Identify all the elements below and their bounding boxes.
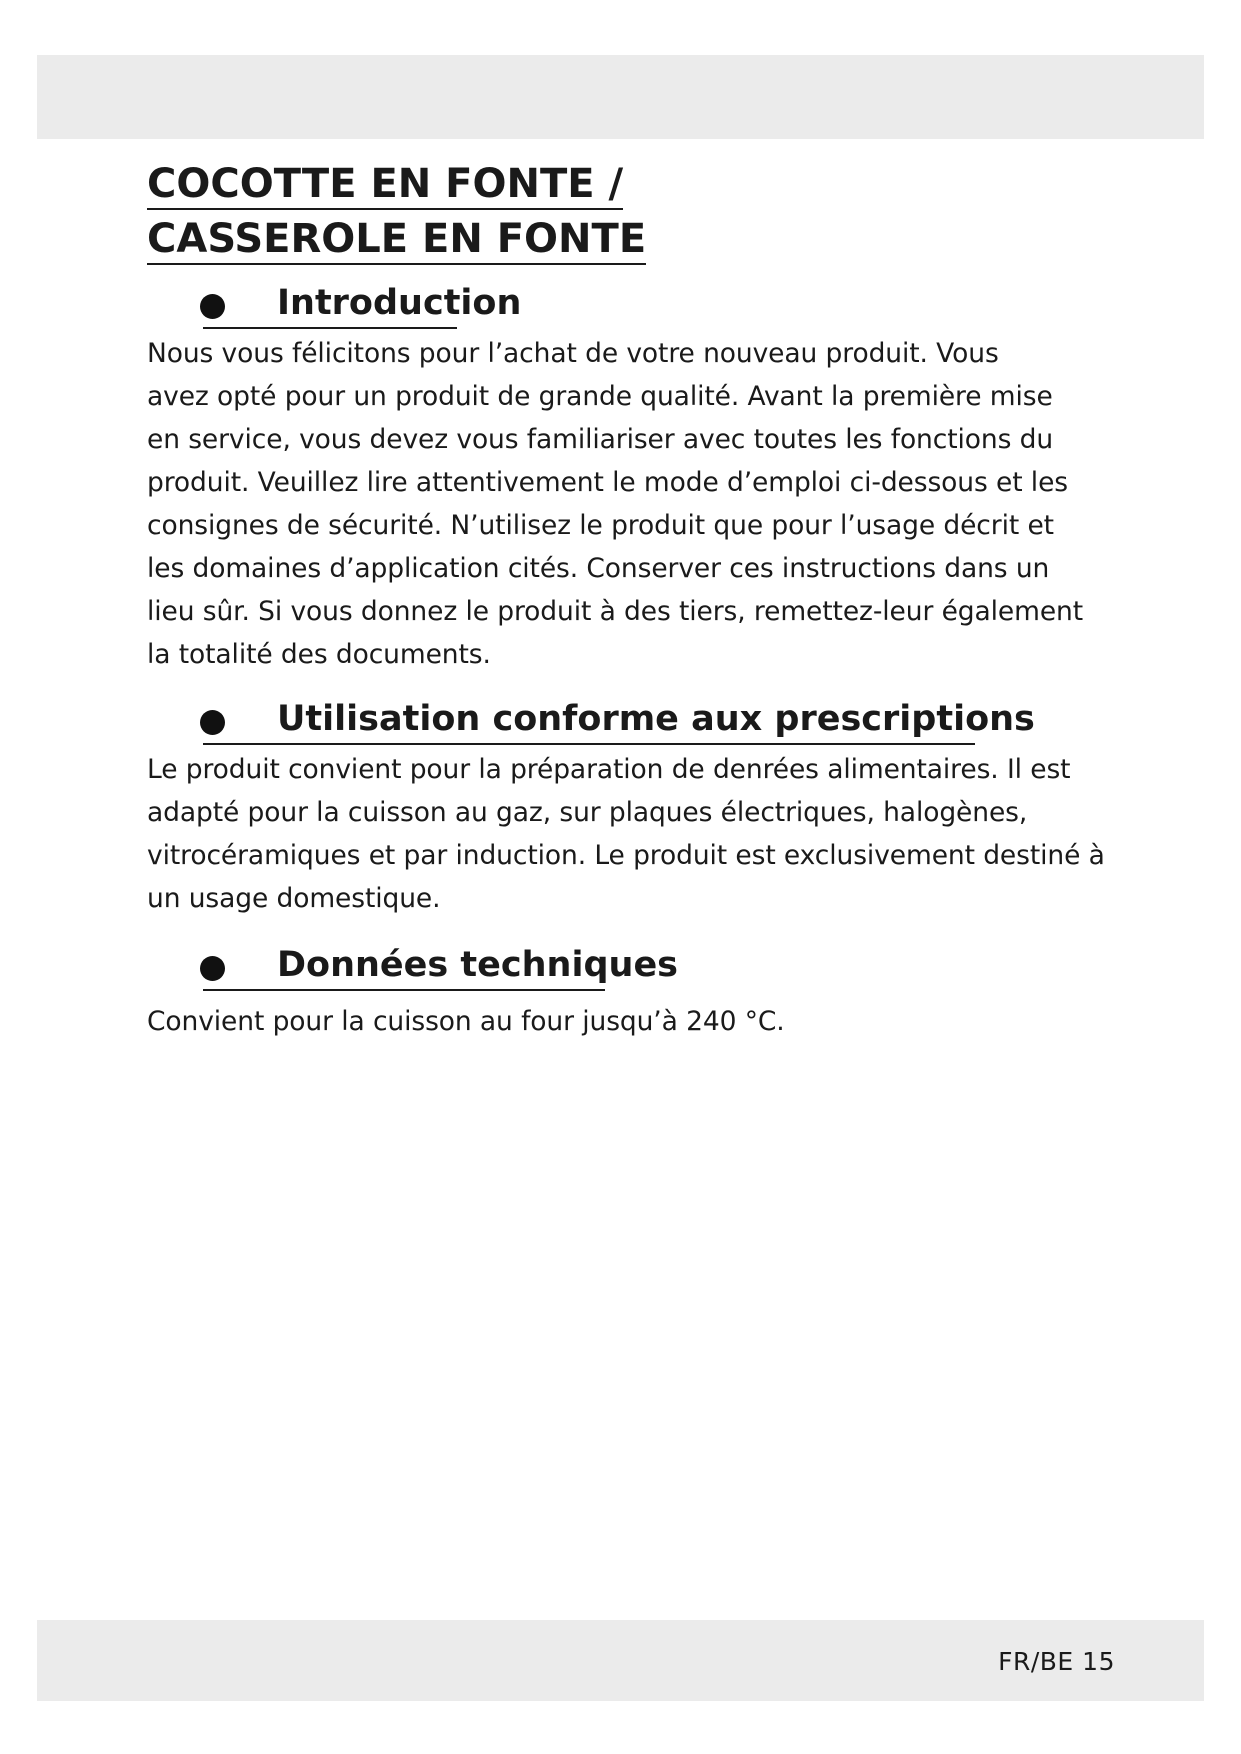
heading-underline bbox=[203, 989, 605, 991]
section-heading-text: Introduction bbox=[277, 283, 522, 323]
body-line: lieu sûr. Si vous donnez le produit à des tiers, remettez-leur également bbox=[147, 596, 1084, 627]
page-title-line-2: CASSEROLE EN FONTE bbox=[147, 215, 646, 265]
section-body-utilisation bbox=[147, 748, 1107, 920]
section-heading-utilisation bbox=[147, 696, 1107, 742]
body-line: consignes de sécurité. N’utilisez le produit que pour l’usage décrit et bbox=[147, 510, 1054, 541]
page-number: FR/BE 15 bbox=[998, 1647, 1115, 1676]
header-band bbox=[37, 55, 1204, 139]
page-content bbox=[147, 158, 1107, 1043]
heading-underline bbox=[203, 327, 457, 329]
body-line: vitrocéramiques et par induction. Le produit est exclusivement destiné à bbox=[147, 840, 1105, 871]
body-line: un usage domestique. bbox=[147, 883, 441, 914]
body-line: la totalité des documents. bbox=[147, 639, 491, 670]
body-line: avez opté pour un produit de grande qualité. Avant la première mise bbox=[147, 381, 1053, 412]
section-body-donnees-techniques bbox=[147, 1000, 1107, 1043]
page-title-line-1: COCOTTE EN FONTE / bbox=[147, 160, 623, 210]
section-body-introduction bbox=[147, 332, 1107, 676]
body-line: adapté pour la cuisson au gaz, sur plaques électriques, halogènes, bbox=[147, 797, 1028, 828]
section-heading-introduction bbox=[147, 280, 1107, 326]
bullet-icon bbox=[200, 956, 225, 981]
bullet-icon bbox=[200, 294, 225, 319]
section-heading-text: Utilisation conforme aux prescriptions bbox=[277, 699, 1035, 739]
body-line: Nous vous félicitons pour l’achat de votre nouveau produit. Vous bbox=[147, 338, 999, 369]
section-heading-text: Données techniques bbox=[277, 945, 679, 985]
body-line: Le produit convient pour la préparation de denrées alimentaires. Il est bbox=[147, 754, 1071, 785]
section-heading-donnees-techniques bbox=[147, 942, 1107, 988]
page-title bbox=[147, 158, 1107, 268]
heading-underline bbox=[203, 743, 975, 745]
body-line: Convient pour la cuisson au four jusqu’à 240 °C. bbox=[147, 1006, 785, 1037]
body-line: en service, vous devez vous familiariser avec toutes les fonctions du bbox=[147, 424, 1054, 455]
bullet-icon bbox=[200, 710, 225, 735]
body-line: les domaines d’application cités. Conserver ces instructions dans un bbox=[147, 553, 1050, 584]
body-line: produit. Veuillez lire attentivement le mode d’emploi ci-dessous et les bbox=[147, 467, 1068, 498]
